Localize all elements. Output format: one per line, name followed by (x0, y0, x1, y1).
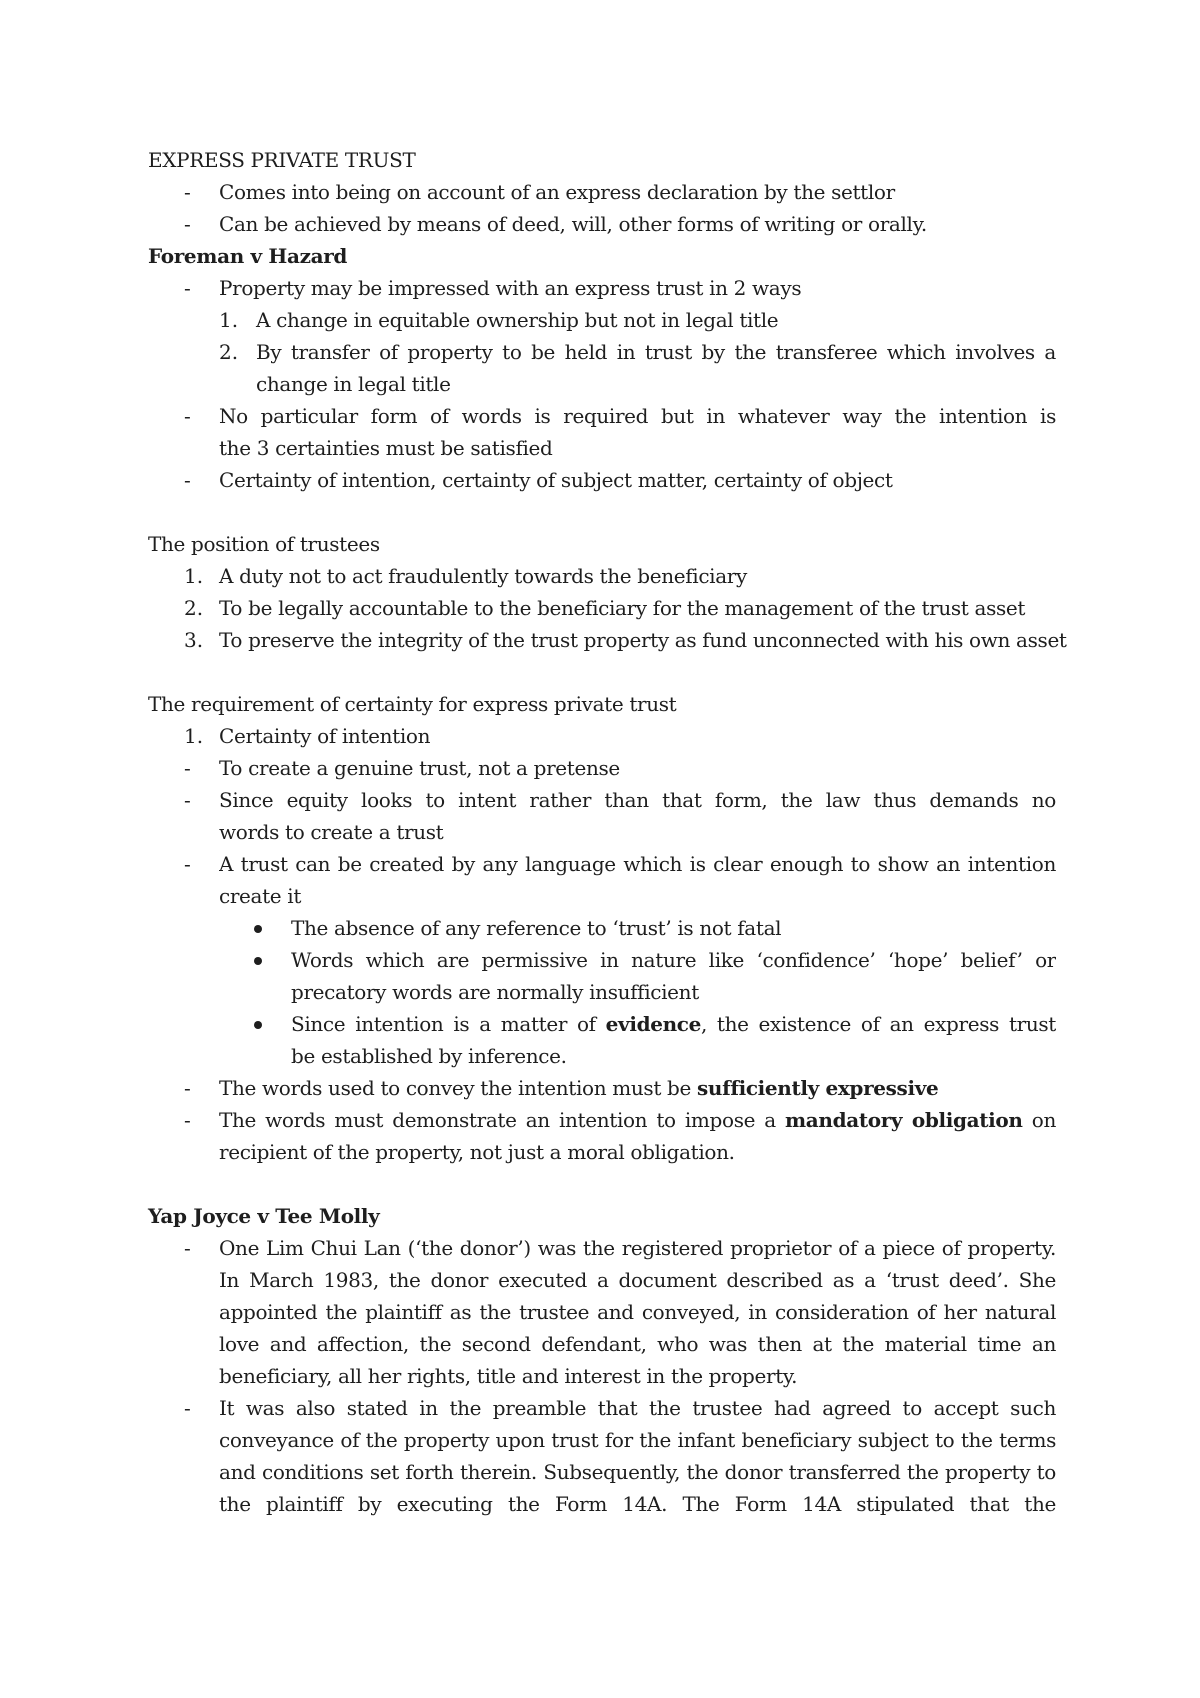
case-point: No particular form of words is required but in whatever way the intention is (219, 404, 1056, 428)
case-title: Yap Joyce v Tee Molly (148, 1204, 380, 1228)
list-item: A change in equitable ownership but not in legal title (256, 308, 779, 332)
dash-marker: - (184, 404, 191, 428)
bullet-item-cont: be established by inference. (291, 1044, 567, 1068)
list-item: Certainty of intention (219, 724, 431, 748)
case-text: One Lim Chui Lan (‘the donor’) was the registered proprietor of a piece of property. (219, 1236, 1056, 1260)
section-heading: EXPRESS PRIVATE TRUST (148, 148, 416, 172)
emphasis-text: evidence (605, 1012, 701, 1036)
dash-marker: - (184, 276, 191, 300)
dash-marker: - (184, 1396, 191, 1420)
bullet-marker (254, 957, 262, 965)
certainty-point: Since equity looks to intent rather than that form, the law thus demands no (219, 788, 1056, 812)
list-item: A duty not to act fraudulently towards the beneficiary (219, 564, 747, 588)
dash-marker: - (184, 468, 191, 492)
list-item: To be legally accountable to the beneficiary for the management of the trust asset (219, 596, 1026, 620)
case-text: conveyance of the property upon trust for the infant beneficiary subject to the terms (219, 1428, 1056, 1452)
bullet-marker (254, 925, 262, 933)
dash-marker: - (184, 1076, 191, 1100)
case-text: love and affection, the second defendant, who was then at the material time an (219, 1332, 1056, 1356)
case-text: appointed the plaintiff as the trustee and conveyed, in consideration of her natural (219, 1300, 1056, 1324)
bullet-item: Since intention is a matter of evidence, the existence of an express trust (291, 1012, 1056, 1036)
bullet-item: The absence of any reference to ‘trust’ is not fatal (291, 916, 782, 940)
case-point-cont: the 3 certainties must be satisfied (219, 436, 553, 460)
case-point: Property may be impressed with an express trust in 2 ways (219, 276, 802, 300)
dash-marker: - (184, 756, 191, 780)
dash-marker: - (184, 212, 191, 236)
list-number: 2. (184, 596, 204, 620)
section-title: The position of trustees (148, 532, 380, 556)
case-text: the plaintiff by executing the Form 14A. The Form 14A stipulated that the (219, 1492, 1056, 1516)
case-title: Foreman v Hazard (148, 244, 348, 268)
dash-marker: - (184, 1236, 191, 1260)
case-text: beneficiary, all her rights, title and interest in the property. (219, 1364, 798, 1388)
case-text: In March 1983, the donor executed a document described as a ‘trust deed’. She (219, 1268, 1056, 1292)
dash-marker: - (184, 852, 191, 876)
certainty-point: To create a genuine trust, not a pretense (219, 756, 620, 780)
dash-marker: - (184, 1108, 191, 1132)
certainty-point: A trust can be created by any language which is clear enough to show an intention (219, 852, 1056, 876)
list-number: 3. (184, 628, 204, 652)
intro-point: Can be achieved by means of deed, will, other forms of writing or orally. (219, 212, 927, 236)
certainty-point: The words used to convey the intention must be sufficiently expressive (219, 1076, 939, 1100)
certainty-point-cont: recipient of the property, not just a moral obligation. (219, 1140, 735, 1164)
emphasis-text: mandatory obligation (784, 1108, 1023, 1132)
list-number: 1. (184, 724, 204, 748)
list-item-cont: change in legal title (256, 372, 451, 396)
certainty-point-cont: words to create a trust (219, 820, 444, 844)
dash-marker: - (184, 788, 191, 812)
list-number: 2. (219, 340, 239, 364)
bullet-item-cont: precatory words are normally insufficient (291, 980, 699, 1004)
case-text: and conditions set forth therein. Subsequently, the donor transferred the property to (219, 1460, 1056, 1484)
section-title: The requirement of certainty for express private trust (148, 692, 677, 716)
bullet-marker (254, 1021, 262, 1029)
intro-point: Comes into being on account of an express declaration by the settlor (219, 180, 895, 204)
list-number: 1. (184, 564, 204, 588)
case-point: Certainty of intention, certainty of subject matter, certainty of object (219, 468, 893, 492)
list-item: By transfer of property to be held in trust by the transferee which involves a (256, 340, 1056, 364)
list-number: 1. (219, 308, 239, 332)
emphasis-text: sufficiently expressive (696, 1076, 939, 1100)
dash-marker: - (184, 180, 191, 204)
case-text: It was also stated in the preamble that the trustee had agreed to accept such (219, 1396, 1056, 1420)
bullet-item: Words which are permissive in nature like ‘confidence’ ‘hope’ belief’ or (291, 948, 1056, 972)
list-item: To preserve the integrity of the trust property as fund unconnected with his own asset (219, 628, 1067, 652)
certainty-point: The words must demonstrate an intention to impose a mandatory obligation on (219, 1108, 1056, 1132)
certainty-point-cont: create it (219, 884, 302, 908)
